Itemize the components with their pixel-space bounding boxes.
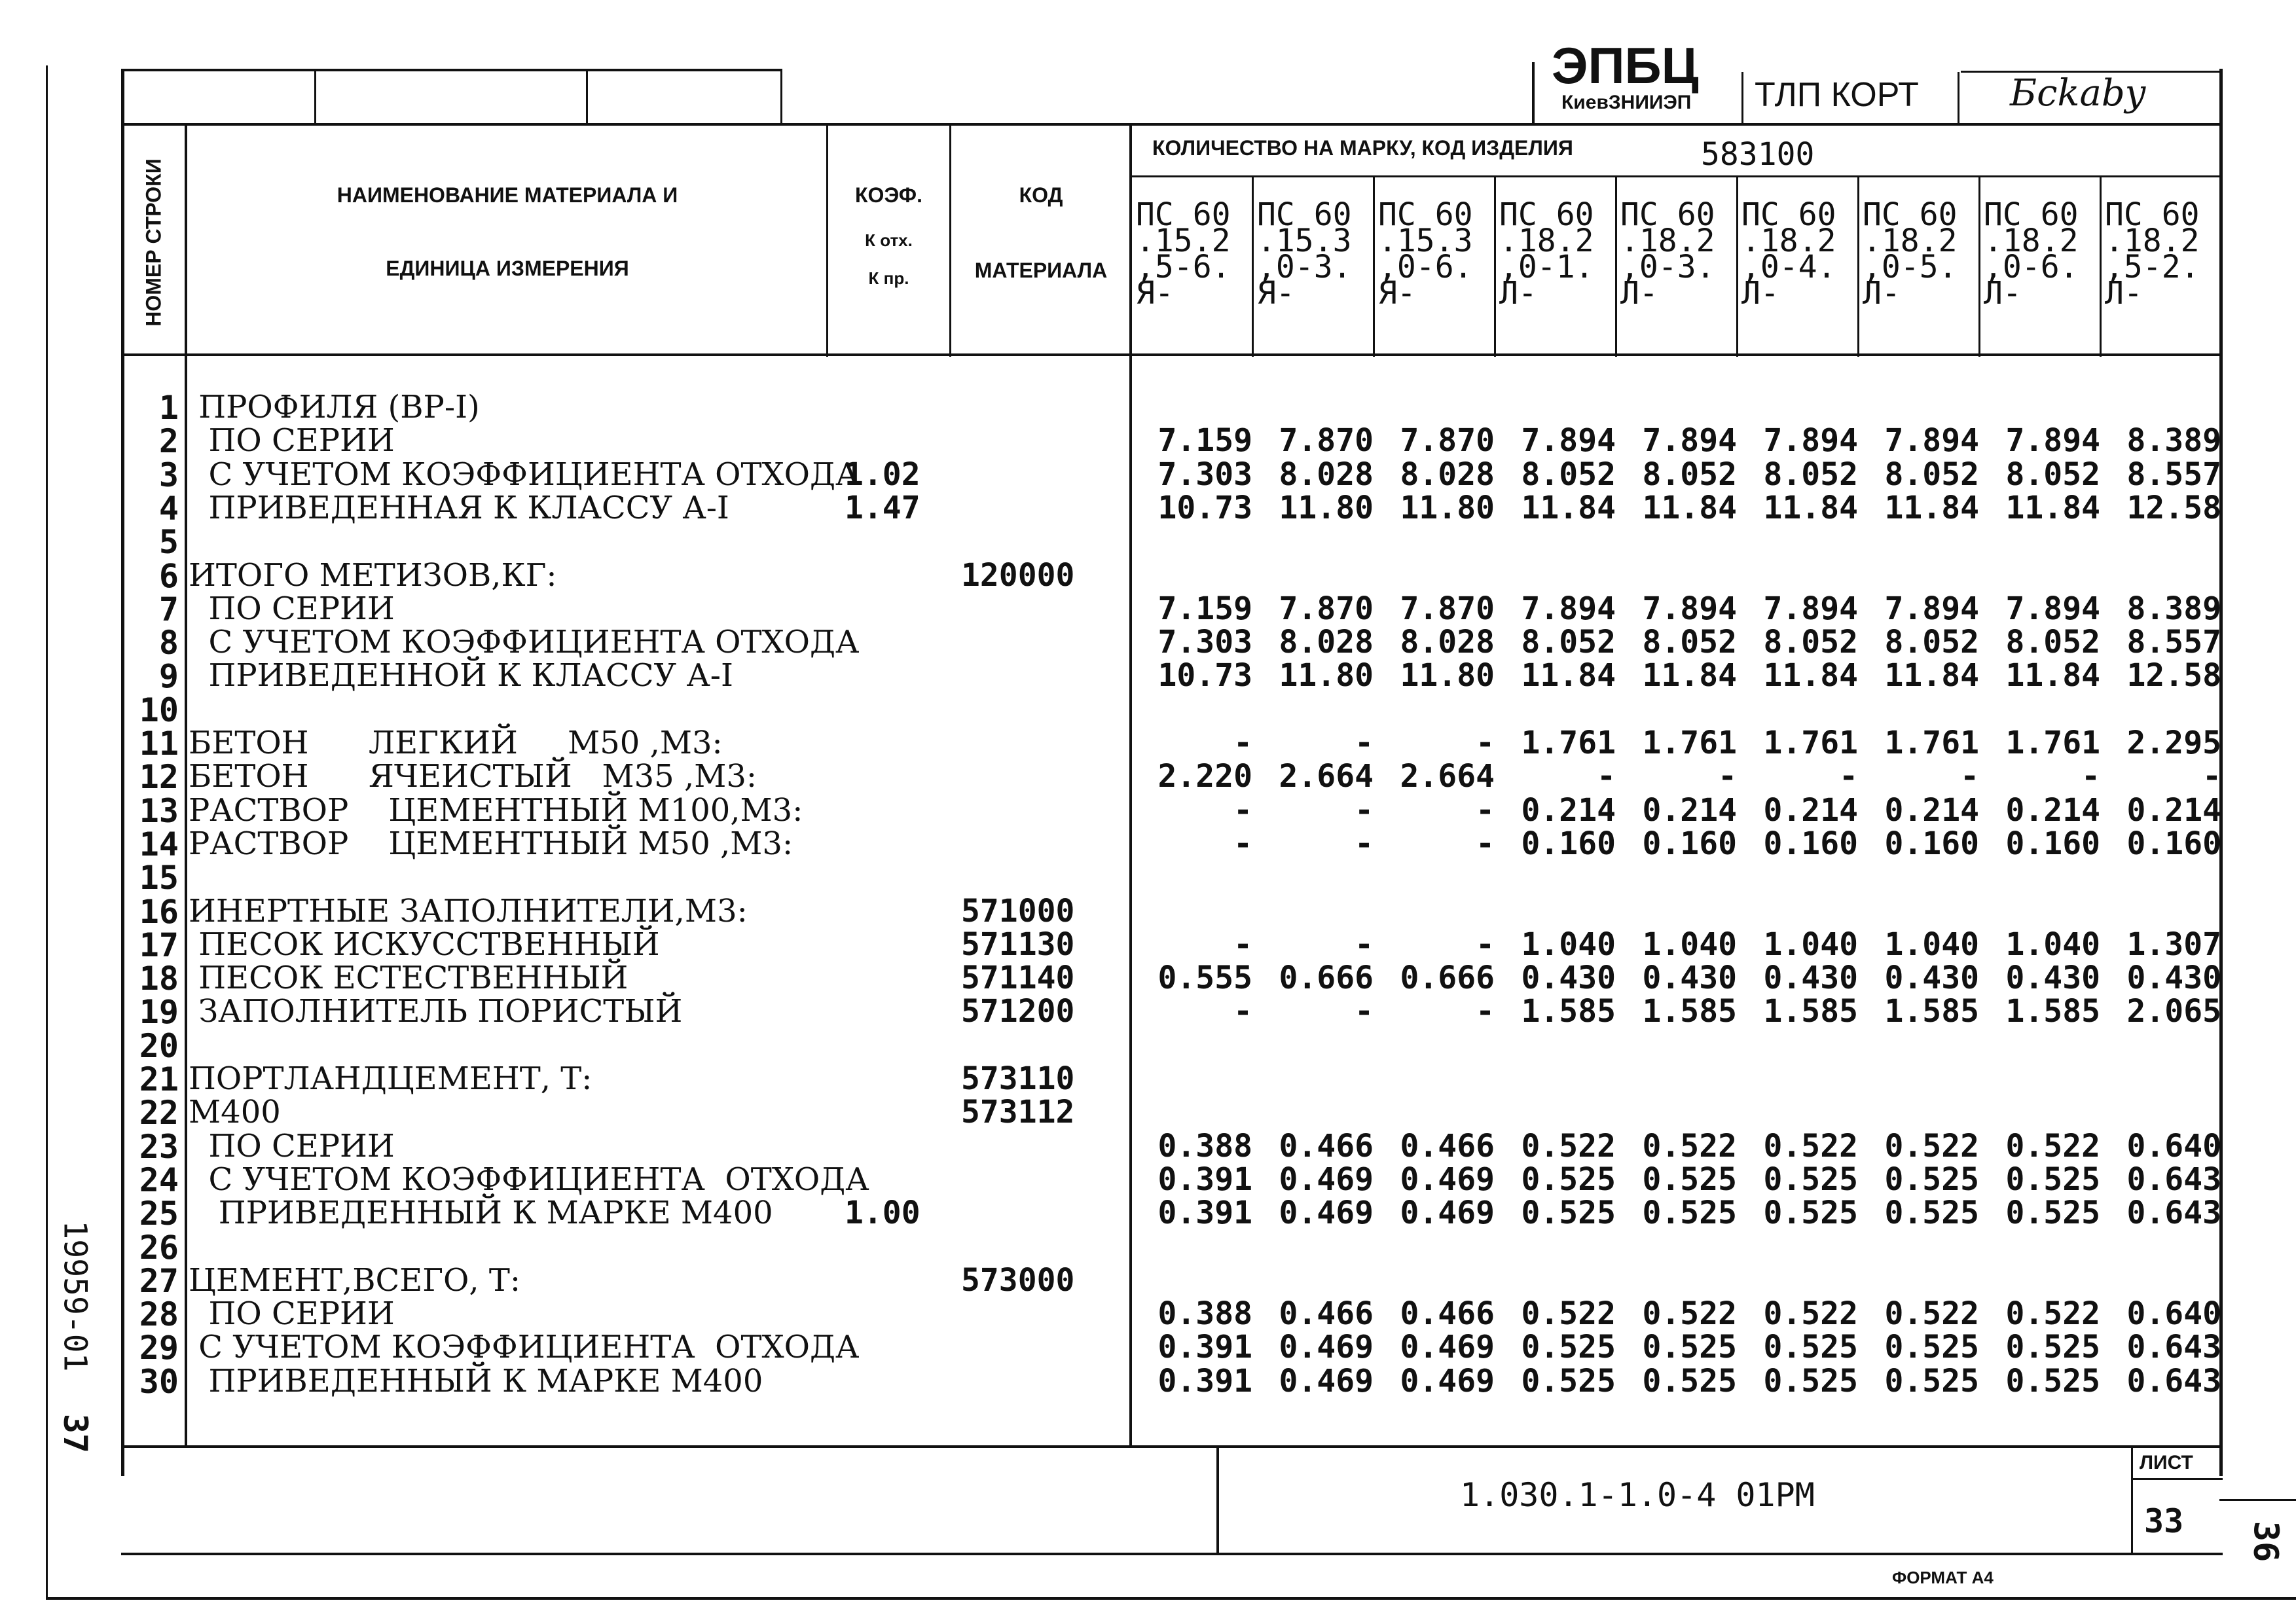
quantity-cell: 0.214 — [1521, 792, 1616, 829]
quantity-cell: - — [1597, 758, 1616, 795]
material-name: БЕТОН ЛЕГКИЙ М50 ,М3: — [189, 725, 723, 761]
quantity-cell: 11.84 — [1521, 657, 1616, 694]
format-label: ФОРМАТ А4 — [1892, 1568, 1994, 1587]
quantity-cell: 0.160 — [1884, 825, 1979, 862]
material-code: 571140 — [961, 960, 1075, 996]
quantity-cell: 0.430 — [1521, 960, 1616, 996]
quantity-cell: 0.214 — [1763, 792, 1858, 829]
quantity-cell: 7.894 — [2005, 422, 2100, 459]
row-number: 25 — [139, 1195, 179, 1233]
row-number: 10 — [139, 691, 179, 729]
quantity-cell: 0.430 — [2126, 960, 2221, 996]
quantity-cell: - — [1355, 792, 1374, 829]
quantity-cell: 0.391 — [1157, 1195, 1252, 1231]
quantity-cell: 0.469 — [1279, 1329, 1374, 1365]
quantity-cell: 11.84 — [1884, 490, 1979, 526]
material-name: ПРОФИЛЯ (ВР-I) — [189, 389, 480, 425]
quantity-cell: - — [1233, 825, 1252, 862]
quantity-cell: 7.870 — [1400, 590, 1495, 627]
row-number: 1 — [158, 389, 179, 427]
row-number: 26 — [139, 1229, 179, 1267]
mark-header: ПС 60 .15.3 ,0-3. Я- — [1257, 196, 1352, 312]
row-number: 18 — [139, 960, 179, 998]
quantity-cell: 0.525 — [1521, 1161, 1616, 1198]
quantity-cell: - — [1233, 725, 1252, 761]
quantity-cell: 0.160 — [1763, 825, 1858, 862]
quantity-cell: 0.525 — [2005, 1329, 2100, 1365]
quantity-cell: 8.052 — [1884, 624, 1979, 660]
quantity-cell: 0.525 — [1884, 1161, 1979, 1198]
material-name: ПО СЕРИИ — [189, 1128, 395, 1164]
sheet-number: 33 — [2144, 1502, 2184, 1540]
row-number: 6 — [158, 557, 179, 595]
mark-header: ПС 60 .18.2 ,0-6. Л- — [1984, 196, 2079, 312]
quantity-cell: 0.522 — [1763, 1128, 1858, 1164]
quantity-cell: 0.666 — [1279, 960, 1374, 996]
material-name: РАСТВОР ЦЕМЕНТНЫЙ М50 ,М3: — [189, 825, 793, 862]
quantity-cell: 1.761 — [1642, 725, 1737, 761]
quantity-cell: 0.160 — [1642, 825, 1737, 862]
quantity-cell: 7.159 — [1157, 590, 1252, 627]
quantity-cell: 7.894 — [1763, 422, 1858, 459]
quantity-cell: 0.466 — [1279, 1128, 1374, 1164]
material-name: С УЧЕТОМ КОЭФФИЦИЕНТА ОТХОДА — [189, 1329, 860, 1365]
quantity-cell: 0.525 — [2005, 1363, 2100, 1399]
quantity-cell: 0.640 — [2126, 1295, 2221, 1332]
row-number: 20 — [139, 1027, 179, 1065]
material-code: 573000 — [961, 1262, 1075, 1299]
quantity-cell: 7.894 — [2005, 590, 2100, 627]
row-number: 19 — [139, 993, 179, 1031]
material-name: ПО СЕРИИ — [189, 422, 395, 459]
material-code: 571130 — [961, 926, 1075, 963]
quantity-cell: 1.040 — [2005, 926, 2100, 963]
material-name: М400 — [189, 1094, 281, 1130]
quantity-cell: 12.58 — [2126, 657, 2221, 694]
row-number-header: НОМЕР СТРОКИ — [141, 158, 166, 327]
quantity-cell: 11.84 — [2005, 657, 2100, 694]
quantity-cell: 2.065 — [2126, 993, 2221, 1030]
quantity-cell: 11.84 — [1642, 490, 1737, 526]
quantity-cell: 0.522 — [1642, 1128, 1737, 1164]
material-code: 573112 — [961, 1094, 1075, 1130]
material-name: ПРИВЕДЕННАЯ К КЛАССУ А-I — [189, 490, 729, 526]
material-name: С УЧЕТОМ КОЭФФИЦИЕНТА ОТХОДА — [189, 624, 860, 660]
quantity-cell: 1.040 — [1763, 926, 1858, 963]
quantity-cell: 0.522 — [1884, 1295, 1979, 1332]
document-code: 1.030.1-1.0-4 01РМ — [1460, 1476, 1815, 1514]
quantity-cell: 0.525 — [1521, 1329, 1616, 1365]
quantity-cell: 1.585 — [1763, 993, 1858, 1030]
quantity-cell: 1.585 — [1642, 993, 1737, 1030]
quantity-cell: 2.295 — [2126, 725, 2221, 761]
quantity-cell: 0.391 — [1157, 1329, 1252, 1365]
org-stamp-small: КиевЗНИИЭП — [1561, 92, 1692, 113]
quantity-cell: 10.73 — [1157, 490, 1252, 526]
quantity-cell: 7.894 — [1642, 422, 1737, 459]
row-number: 24 — [139, 1161, 179, 1199]
quantity-cell: 11.84 — [1884, 657, 1979, 694]
quantity-cell: 11.84 — [1642, 657, 1737, 694]
quantity-cell: - — [1476, 926, 1495, 963]
quantity-cell: 8.052 — [1521, 624, 1616, 660]
quantity-cell: 1.040 — [1521, 926, 1616, 963]
quantity-cell: 7.894 — [1521, 590, 1616, 627]
code-header-line1: КОД — [1019, 183, 1063, 207]
code-header-line2: МАТЕРИАЛА — [974, 259, 1108, 282]
quantity-cell: 0.469 — [1279, 1161, 1374, 1198]
mark-header: ПС 60 .15.3 ,0-6. Я- — [1378, 196, 1473, 312]
quantity-cell: 1.585 — [2005, 993, 2100, 1030]
material-name: ИНЕРТНЫЕ ЗАПОЛНИТЕЛИ,М3: — [189, 893, 748, 929]
quantity-cell: - — [1233, 993, 1252, 1030]
row-number: 22 — [139, 1094, 179, 1132]
quantity-cell: 0.160 — [2126, 825, 2221, 862]
quantity-cell: 8.389 — [2126, 590, 2221, 627]
mark-header: ПС 60 .18.2 ,0-5. Л- — [1863, 196, 1958, 312]
quantity-cell: 0.214 — [2005, 792, 2100, 829]
quantity-cell: 0.525 — [1521, 1195, 1616, 1231]
material-name-header-line1: НАИМЕНОВАНИЕ МАТЕРИАЛА И — [337, 183, 678, 207]
quantity-cell: - — [1355, 825, 1374, 862]
mark-header: ПС 60 .18.2 ,0-1. Л- — [1499, 196, 1594, 312]
quantity-cell: 0.555 — [1157, 960, 1252, 996]
material-name: ПО СЕРИИ — [189, 590, 395, 627]
material-name: БЕТОН ЯЧЕИСТЫЙ М35 ,М3: — [189, 758, 757, 795]
row-number: 3 — [158, 456, 179, 494]
quantity-cell: 8.028 — [1400, 456, 1495, 493]
quantity-cell: 0.388 — [1157, 1128, 1252, 1164]
quantity-cell: 1.040 — [1642, 926, 1737, 963]
quantity-cell: 8.028 — [1400, 624, 1495, 660]
page-number: 36 — [2246, 1521, 2285, 1562]
quantity-cell: - — [1476, 725, 1495, 761]
material-code: 571000 — [961, 893, 1075, 929]
quantity-cell: 0.469 — [1400, 1363, 1495, 1399]
quantity-cell: 0.525 — [1642, 1363, 1737, 1399]
quantity-cell: 1.761 — [1521, 725, 1616, 761]
quantity-cell: 8.028 — [1279, 624, 1374, 660]
quantity-cell: 0.522 — [1884, 1128, 1979, 1164]
row-number: 12 — [139, 758, 179, 796]
coef-header-line2: К отх. — [865, 230, 913, 250]
quantity-cell: 0.666 — [1400, 960, 1495, 996]
coef-header-line3: К пр. — [868, 268, 909, 288]
quantity-cell: 1.585 — [1884, 993, 1979, 1030]
quantity-cell: 0.525 — [1642, 1329, 1737, 1365]
material-name: ЦЕМЕНТ,ВСЕГО, Т: — [189, 1262, 521, 1299]
quantity-cell: 0.214 — [1642, 792, 1737, 829]
quantity-cell: 0.466 — [1400, 1128, 1495, 1164]
quantity-cell: - — [2081, 758, 2100, 795]
quantity-cell: 0.525 — [1884, 1329, 1979, 1365]
quantity-cell: 0.643 — [2126, 1329, 2221, 1365]
material-name: ЗАПОЛНИТЕЛЬ ПОРИСТЫЙ — [189, 993, 683, 1030]
quantity-cell: 7.870 — [1400, 422, 1495, 459]
material-name: РАСТВОР ЦЕМЕНТНЫЙ М100,М3: — [189, 792, 803, 829]
quantity-cell: 0.522 — [2005, 1128, 2100, 1164]
quantity-cell: 0.466 — [1279, 1295, 1374, 1332]
material-name: ПРИВЕДЕННЫЙ К МАРКЕ М400 — [189, 1195, 773, 1231]
quantity-cell: 1.761 — [2005, 725, 2100, 761]
row-number: 9 — [158, 657, 179, 695]
quantity-cell: 8.052 — [1884, 456, 1979, 493]
coef-header-line1: КОЭФ. — [855, 183, 922, 207]
row-number: 21 — [139, 1060, 179, 1098]
quantity-cell: 0.525 — [1763, 1329, 1858, 1365]
quantity-cell: 0.525 — [1763, 1161, 1858, 1198]
quantity-cell: 8.052 — [1642, 456, 1737, 493]
material-name: ПРИВЕДЕННЫЙ К МАРКЕ М400 — [189, 1363, 763, 1399]
mark-header: ПС 60 .18.2 ,0-4. Л- — [1741, 196, 1836, 312]
quantity-cell: 0.522 — [1642, 1295, 1737, 1332]
quantity-cell: - — [1839, 758, 1858, 795]
material-code: 573110 — [961, 1060, 1075, 1097]
quantity-cell: 7.894 — [1884, 590, 1979, 627]
quantity-cell: 11.80 — [1400, 490, 1495, 526]
quantity-cell: - — [1476, 993, 1495, 1030]
quantity-cell: 0.214 — [2126, 792, 2221, 829]
coefficient: 1.00 — [845, 1195, 920, 1231]
quantity-cell: 8.052 — [1521, 456, 1616, 493]
quantity-cell: 0.466 — [1400, 1295, 1495, 1332]
quantity-cell: 12.58 — [2126, 490, 2221, 526]
quantity-cell: 0.469 — [1400, 1161, 1495, 1198]
quantity-cell: 0.643 — [2126, 1195, 2221, 1231]
quantity-cell: 8.389 — [2126, 422, 2221, 459]
quantity-cell: 8.052 — [1642, 624, 1737, 660]
material-name: С УЧЕТОМ КОЭФФИЦИЕНТА ОТХОДА — [189, 456, 860, 493]
row-number: 11 — [139, 725, 179, 763]
row-number: 23 — [139, 1128, 179, 1166]
quantity-cell: 0.522 — [1521, 1295, 1616, 1332]
quantity-cell: 8.028 — [1279, 456, 1374, 493]
row-number: 29 — [139, 1329, 179, 1367]
quantity-cell: 1.761 — [1884, 725, 1979, 761]
mark-header: ПС 60 .15.2 ,5-6. Я- — [1136, 196, 1231, 312]
mark-header: ПС 60 .18.2 ,0-3. Л- — [1620, 196, 1715, 312]
quantity-cell: - — [1355, 725, 1374, 761]
material-name: ПРИВЕДЕННОЙ К КЛАССУ А-I — [189, 657, 733, 694]
quantity-cell: - — [2202, 758, 2221, 795]
product-code: 583100 — [1701, 136, 1815, 173]
row-number: 30 — [139, 1363, 179, 1401]
quantity-cell: 0.469 — [1279, 1195, 1374, 1231]
quantity-cell: 7.870 — [1279, 590, 1374, 627]
material-name: ПЕСОК ИСКУССТВЕННЫЙ — [189, 926, 660, 963]
quantity-cell: 0.469 — [1400, 1195, 1495, 1231]
quantity-cell: 0.525 — [1642, 1195, 1737, 1231]
quantity-cell: - — [1960, 758, 1979, 795]
quantity-cell: 2.664 — [1400, 758, 1495, 795]
row-number: 27 — [139, 1262, 179, 1300]
inventory-number: 19959-01 — [57, 1220, 94, 1372]
quantity-cell: 7.303 — [1157, 456, 1252, 493]
quantity-cell: 0.469 — [1279, 1363, 1374, 1399]
quantity-cell: 0.640 — [2126, 1128, 2221, 1164]
quantity-cell: 1.761 — [1763, 725, 1858, 761]
quantity-cell: 7.303 — [1157, 624, 1252, 660]
sheet-label: ЛИСТ — [2140, 1452, 2193, 1473]
quantity-cell: 11.80 — [1279, 657, 1374, 694]
quantity-cell: 7.159 — [1157, 422, 1252, 459]
row-number: 28 — [139, 1295, 179, 1333]
material-name: ПО СЕРИИ — [189, 1295, 395, 1332]
quantity-cell: 0.525 — [1884, 1195, 1979, 1231]
row-number: 15 — [139, 859, 179, 897]
quantity-cell: 11.80 — [1400, 657, 1495, 694]
quantity-cell: 0.522 — [1521, 1128, 1616, 1164]
quantity-cell: 7.894 — [1763, 590, 1858, 627]
quantity-cell: 8.557 — [2126, 624, 2221, 660]
quantity-cell: 0.525 — [1521, 1363, 1616, 1399]
quantity-cell: - — [1233, 792, 1252, 829]
quantity-cell: 0.522 — [2005, 1295, 2100, 1332]
quantity-cell: 2.220 — [1157, 758, 1252, 795]
qty-per-mark-label: КОЛИЧЕСТВО НА МАРКУ, КОД ИЗДЕЛИЯ — [1152, 136, 1573, 160]
quantity-cell: 0.522 — [1763, 1295, 1858, 1332]
quantity-cell: 8.557 — [2126, 456, 2221, 493]
quantity-cell: 7.894 — [1521, 422, 1616, 459]
margin-page-number: 37 — [56, 1413, 94, 1454]
quantity-cell: 0.525 — [2005, 1195, 2100, 1231]
row-number: 16 — [139, 893, 179, 931]
quantity-cell: 0.525 — [1642, 1161, 1737, 1198]
quantity-cell: 0.525 — [1763, 1195, 1858, 1231]
quantity-cell: 8.052 — [1763, 456, 1858, 493]
quantity-cell: 0.643 — [2126, 1161, 2221, 1198]
quantity-cell: 0.643 — [2126, 1363, 2221, 1399]
row-number: 2 — [158, 422, 179, 460]
row-number: 13 — [139, 792, 179, 830]
quantity-cell: 8.052 — [1763, 624, 1858, 660]
material-name-header-line2: ЕДИНИЦА ИЗМЕРЕНИЯ — [386, 257, 629, 280]
quantity-cell: - — [1233, 926, 1252, 963]
quantity-cell: 0.160 — [2005, 825, 2100, 862]
quantity-cell: 0.525 — [1884, 1363, 1979, 1399]
quantity-cell: 0.430 — [2005, 960, 2100, 996]
quantity-cell: 1.040 — [1884, 926, 1979, 963]
signature: Бckaby — [2010, 72, 2146, 115]
quantity-cell: 7.870 — [1279, 422, 1374, 459]
quantity-cell: 7.894 — [1642, 590, 1737, 627]
quantity-cell: 0.391 — [1157, 1161, 1252, 1198]
quantity-cell: - — [1355, 926, 1374, 963]
quantity-cell: 2.664 — [1279, 758, 1374, 795]
quantity-cell: 11.84 — [2005, 490, 2100, 526]
quantity-cell: - — [1355, 993, 1374, 1030]
row-number: 8 — [158, 624, 179, 662]
coefficient: 1.02 — [845, 456, 920, 493]
material-name: С УЧЕТОМ КОЭФФИЦИЕНТА ОТХОДА — [189, 1161, 869, 1198]
material-name: ПЕСОК ЕСТЕСТВЕННЫЙ — [189, 960, 629, 996]
quantity-cell: 1.307 — [2126, 926, 2221, 963]
quantity-cell: - — [1476, 825, 1495, 862]
quantity-cell: 10.73 — [1157, 657, 1252, 694]
quantity-cell: 11.84 — [1763, 490, 1858, 526]
row-number: 14 — [139, 825, 179, 863]
material-code: 120000 — [961, 557, 1075, 594]
coefficient: 1.47 — [845, 490, 920, 526]
dept-stamp: ТЛП КОРТ — [1755, 76, 1919, 114]
quantity-cell: - — [1476, 792, 1495, 829]
material-code: 571200 — [961, 993, 1075, 1030]
quantity-cell: 0.430 — [1884, 960, 1979, 996]
quantity-cell: 1.585 — [1521, 993, 1616, 1030]
row-number: 7 — [158, 590, 179, 628]
material-name: ИТОГО МЕТИЗОВ,КГ: — [189, 557, 557, 594]
quantity-cell: 0.391 — [1157, 1363, 1252, 1399]
quantity-cell: 11.84 — [1763, 657, 1858, 694]
org-stamp-big: ЭПБЦ — [1552, 37, 1699, 94]
quantity-cell: 0.430 — [1763, 960, 1858, 996]
quantity-cell: 11.84 — [1521, 490, 1616, 526]
quantity-cell: 0.469 — [1400, 1329, 1495, 1365]
quantity-cell: 0.214 — [1884, 792, 1979, 829]
quantity-cell: 0.525 — [2005, 1161, 2100, 1198]
quantity-cell: 0.160 — [1521, 825, 1616, 862]
row-number: 5 — [158, 523, 179, 561]
quantity-cell: 8.052 — [2005, 624, 2100, 660]
row-number: 17 — [139, 926, 179, 964]
quantity-cell: 0.430 — [1642, 960, 1737, 996]
material-name: ПОРТЛАНДЦЕМЕНТ, Т: — [189, 1060, 592, 1097]
quantity-cell: 11.80 — [1279, 490, 1374, 526]
quantity-cell: 0.388 — [1157, 1295, 1252, 1332]
quantity-cell: 8.052 — [2005, 456, 2100, 493]
row-number: 4 — [158, 490, 179, 528]
quantity-cell: - — [1718, 758, 1737, 795]
mark-header: ПС 60 .18.2 ,5-2. Л- — [2105, 196, 2200, 312]
quantity-cell: 0.525 — [1763, 1363, 1858, 1399]
quantity-cell: 7.894 — [1884, 422, 1979, 459]
